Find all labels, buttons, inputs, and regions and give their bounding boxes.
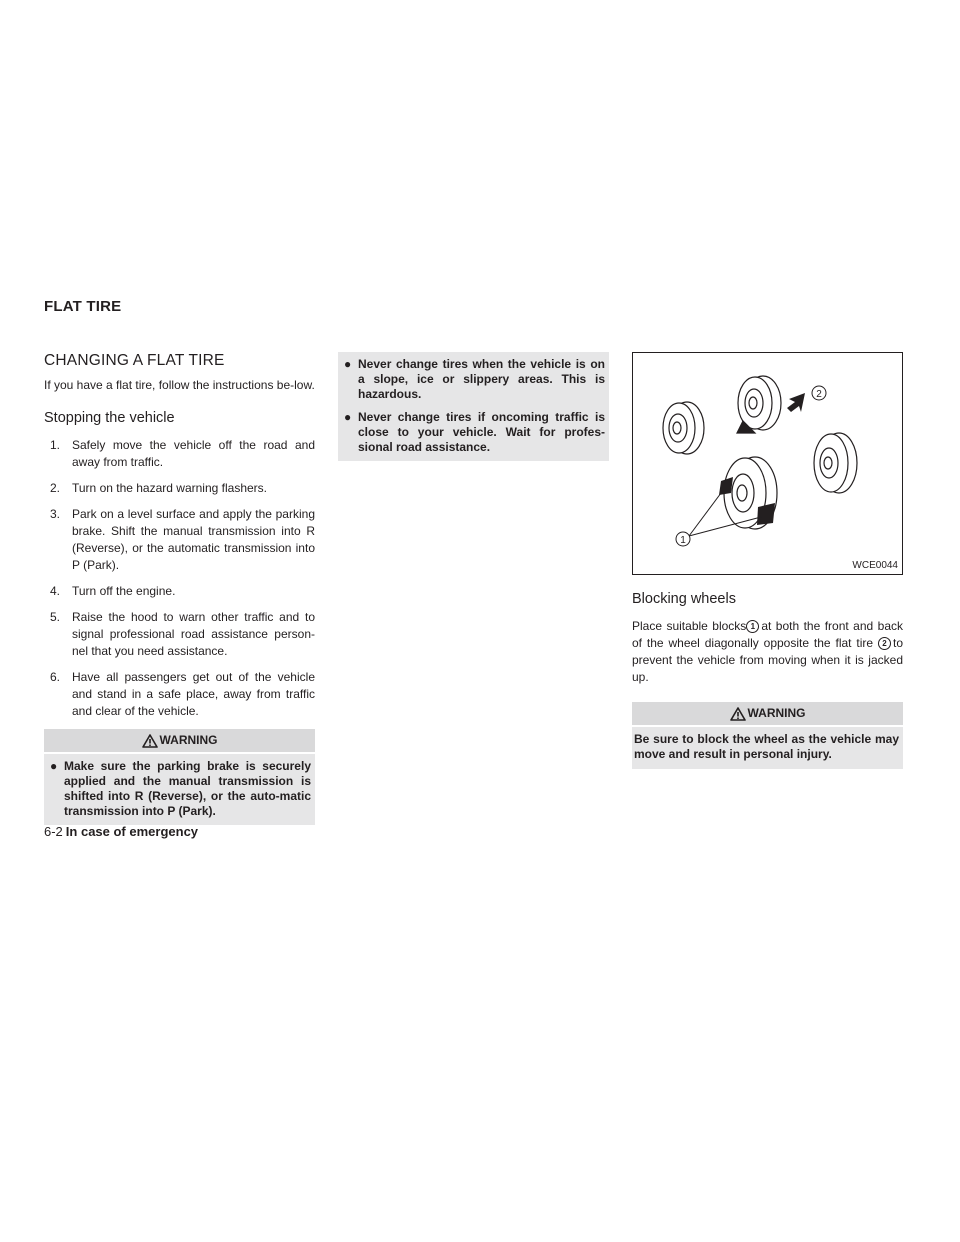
steps-list — [44, 437, 315, 720]
subheading-blocking: Blocking wheels — [632, 591, 736, 607]
warning-item-text: Never change tires when the vehicle is on a slope, ice or slippery areas. This is hazardous. — [358, 357, 605, 401]
section-heading: FLAT TIRE — [44, 298, 122, 315]
step-number: 3. — [50, 507, 61, 521]
blocking-text-2: at both the front and back of the wheel diagonally opposite the flat tire — [632, 619, 903, 650]
step-text: Park on a level surface and apply the parking brake. Shift the manual transmission into R (Reverse), or the automatic transmission into P (Park). — [72, 507, 315, 572]
step-item — [44, 506, 315, 574]
warning-body — [44, 754, 315, 825]
blocking-paragraph — [632, 618, 903, 686]
warning-item — [342, 357, 605, 402]
step-number: 4. — [50, 584, 61, 598]
callout-ref-2: 2 — [878, 637, 891, 650]
page-title: CHANGING A FLAT TIRE — [44, 352, 225, 369]
step-text: Safely move the vehicle off the road and away from traffic. — [72, 438, 315, 469]
bullet-icon: ● — [344, 410, 352, 424]
column-left — [44, 352, 315, 825]
step-item — [44, 609, 315, 660]
tire-icon — [814, 433, 857, 493]
warning-item-text: Make sure the parking brake is securely applied and the manual transmission is shifted into R (Reverse), or the auto-matic transmission into P (Park). — [64, 759, 311, 818]
step-number: 6. — [50, 670, 61, 684]
callout-1-label: 1 — [680, 535, 686, 546]
warning-label: WARNING — [159, 733, 218, 747]
step-number: 2. — [50, 481, 61, 495]
step-text: Turn off the engine. — [72, 584, 176, 598]
warning-triangle-icon — [142, 734, 158, 748]
step-number: 5. — [50, 610, 61, 624]
figure-code: WCE0044 — [852, 560, 898, 571]
column-middle — [338, 352, 609, 461]
warning-header — [44, 729, 315, 752]
tire-icon — [663, 402, 704, 454]
arrow-icon — [787, 393, 805, 412]
blocking-text-3: to prevent the vehicle from moving when it is jacked up. — [632, 636, 903, 684]
step-item — [44, 480, 315, 497]
step-text: Raise the hood to warn other traffic and to signal professional road assistance person-nel that you need assistance. — [72, 610, 315, 658]
subheading-stopping: Stopping the vehicle — [44, 410, 175, 426]
warning-label: WARNING — [747, 706, 806, 720]
bullet-icon: ● — [344, 357, 352, 371]
callout-ref-1: 1 — [746, 620, 759, 633]
wheel-blocking-figure — [632, 352, 903, 575]
warning-item-text: Never change tires if oncoming traffic is close to your vehicle. Wait for profes-sional road assistance. — [358, 410, 605, 454]
warning-item — [342, 410, 605, 455]
page-number: 6-2 — [44, 824, 63, 839]
step-item — [44, 669, 315, 720]
step-item — [44, 583, 315, 600]
page-footer — [44, 824, 198, 839]
warning-body: Be sure to block the wheel as the vehicle may move and result in personal injury. — [632, 727, 903, 769]
chapter-title: In case of emergency — [65, 824, 199, 839]
step-number: 1. — [50, 438, 61, 452]
warning-triangle-icon — [730, 707, 746, 721]
blocking-text-1: Place suitable blocks — [632, 619, 747, 633]
step-text: Turn on the hazard warning flashers. — [72, 481, 267, 495]
tires-illustration — [633, 353, 904, 576]
step-item — [44, 437, 315, 471]
warning-header — [632, 702, 903, 725]
callout-2-label: 2 — [816, 389, 822, 400]
warning-body-continued — [338, 352, 609, 461]
intro-paragraph: If you have a flat tire, follow the instructions be-low. — [44, 378, 315, 392]
bullet-icon: ● — [50, 759, 58, 773]
tire-icon — [737, 376, 781, 433]
column-right — [632, 352, 903, 769]
warning-item — [48, 759, 311, 819]
step-text: Have all passengers get out of the vehicle and stand in a safe place, away from traffic and clear of the vehicle. — [72, 670, 315, 718]
